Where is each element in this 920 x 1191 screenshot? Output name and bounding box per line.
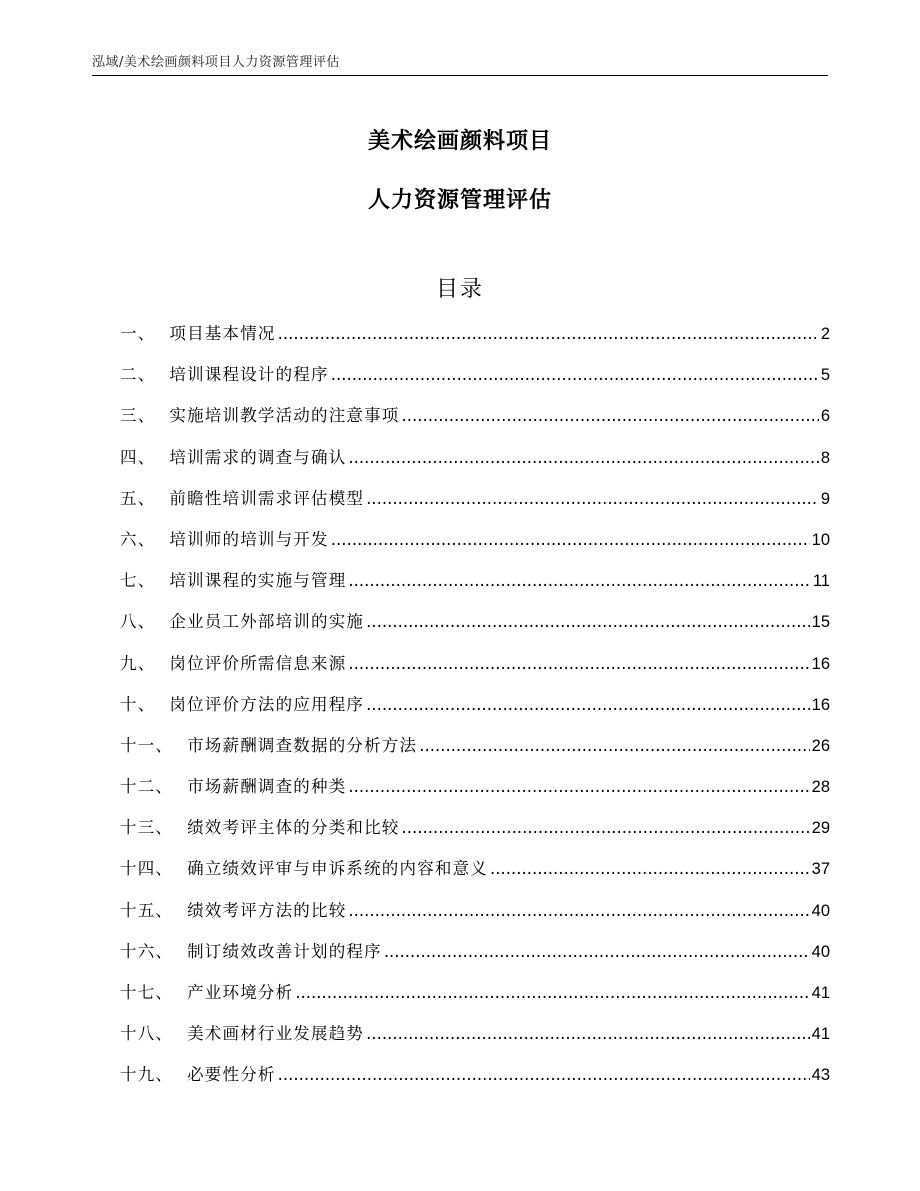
toc-entry[interactable] bbox=[120, 1061, 830, 1102]
toc-entry-page: 28 bbox=[811, 778, 830, 797]
toc-entry[interactable] bbox=[120, 444, 830, 485]
toc-entry-page: 6 bbox=[820, 407, 830, 426]
toc-entry[interactable] bbox=[120, 567, 830, 608]
toc-entry-page: 37 bbox=[811, 860, 830, 879]
toc-entry[interactable] bbox=[120, 938, 830, 979]
toc-entry[interactable] bbox=[120, 526, 830, 567]
toc-entry-title: 市场薪酬调查数据的分析方法 bbox=[187, 735, 418, 755]
toc-entry-title: 项目基本情况 bbox=[169, 324, 276, 343]
toc-dot-leader bbox=[348, 448, 818, 467]
toc-entry[interactable] bbox=[120, 855, 830, 896]
toc-entry-title: 市场薪酬调查的种类 bbox=[187, 777, 347, 797]
toc-entry[interactable] bbox=[120, 320, 830, 361]
toc-entry-title: 制订绩效改善计划的程序 bbox=[187, 941, 382, 961]
toc-entry-title: 确立绩效评审与申诉系统的内容和意义 bbox=[187, 859, 489, 879]
toc-entry-page: 16 bbox=[811, 695, 830, 714]
toc-entry-number: 十一、 bbox=[120, 735, 174, 755]
toc-entry-title: 培训师的培训与开发 bbox=[169, 529, 329, 549]
document-title-line-1: 美术绘画颜料项目 bbox=[367, 129, 552, 154]
toc-entry-title: 岗位评价方法的应用程序 bbox=[169, 694, 365, 714]
toc-dot-leader bbox=[366, 612, 810, 631]
toc-entry-title: 培训需求的调查与确认 bbox=[169, 447, 347, 467]
toc-entry-number: 七、 bbox=[120, 571, 156, 591]
toc-dot-leader bbox=[348, 571, 810, 590]
toc-entry-page: 40 bbox=[811, 942, 830, 961]
toc-dot-leader bbox=[419, 736, 809, 755]
toc-entry-page: 9 bbox=[820, 489, 830, 508]
toc-dot-leader bbox=[402, 818, 810, 837]
toc-entry[interactable] bbox=[120, 485, 830, 526]
toc-entry-number: 十六、 bbox=[120, 941, 174, 961]
toc-entry-page: 5 bbox=[820, 366, 830, 385]
toc-entry-number: 十八、 bbox=[120, 1024, 174, 1044]
toc-entry-number: 六、 bbox=[120, 529, 156, 549]
toc-entry-number: 十四、 bbox=[120, 859, 174, 879]
toc-entry-number: 一、 bbox=[120, 324, 156, 343]
toc-entry[interactable] bbox=[120, 773, 830, 814]
toc-entry[interactable] bbox=[120, 691, 830, 732]
toc-entry[interactable] bbox=[120, 814, 830, 855]
toc-entry[interactable] bbox=[120, 979, 830, 1020]
toc-entry-number: 十七、 bbox=[120, 983, 174, 1002]
toc-entry-number: 四、 bbox=[120, 447, 156, 467]
toc-entry-page: 15 bbox=[811, 613, 830, 632]
toc-dot-leader bbox=[490, 859, 810, 878]
toc-dot-leader bbox=[331, 365, 819, 384]
document-title-line-2: 人力资源管理评估 bbox=[367, 188, 552, 213]
toc-entry-page: 26 bbox=[811, 736, 830, 755]
table-of-contents bbox=[120, 320, 830, 1103]
toc-dot-leader bbox=[348, 901, 809, 920]
toc-dot-leader bbox=[278, 1065, 810, 1084]
toc-entry[interactable] bbox=[120, 402, 830, 443]
toc-entry-title: 绩效考评方法的比较 bbox=[187, 900, 347, 920]
toc-entry-number: 三、 bbox=[120, 406, 156, 426]
toc-entry-title: 美术画材行业发展趋势 bbox=[187, 1024, 365, 1044]
toc-dot-leader bbox=[295, 983, 809, 1002]
toc-entry-number: 十三、 bbox=[120, 818, 174, 838]
toc-entry-title: 岗位评价所需信息来源 bbox=[169, 653, 347, 673]
toc-entry-page: 11 bbox=[812, 572, 830, 591]
toc-entry-number: 十五、 bbox=[120, 900, 174, 920]
toc-dot-leader bbox=[331, 530, 810, 549]
toc-entry-title: 培训课程的实施与管理 bbox=[169, 571, 347, 591]
toc-entry-page: 29 bbox=[811, 819, 830, 838]
toc-entry-number: 二、 bbox=[120, 365, 156, 385]
toc-entry-title: 前瞻性培训需求评估模型 bbox=[169, 488, 365, 508]
toc-heading: 目录 bbox=[435, 277, 484, 302]
header-divider bbox=[92, 75, 828, 76]
toc-entry[interactable] bbox=[120, 650, 830, 691]
running-header: 泓域/美术绘画颜料项目人力资源管理评估 bbox=[92, 55, 340, 70]
toc-entry[interactable] bbox=[120, 1020, 830, 1061]
toc-entry-page: 10 bbox=[811, 530, 830, 549]
toc-entry-number: 十九、 bbox=[120, 1065, 174, 1085]
toc-entry-title: 实施培训教学活动的注意事项 bbox=[169, 406, 400, 426]
toc-dot-leader bbox=[278, 324, 819, 343]
toc-dot-leader bbox=[348, 777, 809, 796]
toc-entry-page: 2 bbox=[820, 325, 830, 343]
toc-dot-leader bbox=[384, 942, 810, 961]
toc-dot-leader bbox=[402, 406, 819, 425]
toc-entry[interactable] bbox=[120, 732, 830, 773]
toc-dot-leader bbox=[348, 654, 809, 673]
toc-entry-page: 40 bbox=[811, 901, 830, 920]
toc-dot-leader bbox=[366, 1024, 810, 1043]
toc-entry-page: 8 bbox=[820, 448, 830, 467]
toc-entry-page: 43 bbox=[811, 1066, 830, 1085]
toc-entry-title: 企业员工外部培训的实施 bbox=[169, 612, 365, 632]
toc-entry-title: 产业环境分析 bbox=[187, 983, 294, 1002]
toc-entry-number: 五、 bbox=[120, 488, 156, 508]
toc-entry[interactable] bbox=[120, 897, 830, 938]
toc-entry-title: 绩效考评主体的分类和比较 bbox=[187, 818, 400, 838]
toc-entry-number: 八、 bbox=[120, 612, 156, 632]
toc-entry-number: 十二、 bbox=[120, 777, 174, 797]
toc-entry-title: 必要性分析 bbox=[187, 1065, 276, 1085]
toc-dot-leader bbox=[366, 695, 810, 714]
toc-dot-leader bbox=[366, 489, 819, 508]
toc-entry[interactable] bbox=[120, 361, 830, 402]
toc-entry-number: 十、 bbox=[120, 694, 156, 714]
toc-entry-title: 培训课程设计的程序 bbox=[169, 365, 329, 385]
toc-entry-page: 41 bbox=[811, 984, 830, 1002]
toc-entry-number: 九、 bbox=[120, 653, 156, 673]
toc-entry-page: 41 bbox=[811, 1025, 830, 1044]
toc-entry-page: 16 bbox=[811, 654, 830, 673]
toc-entry[interactable] bbox=[120, 608, 830, 649]
